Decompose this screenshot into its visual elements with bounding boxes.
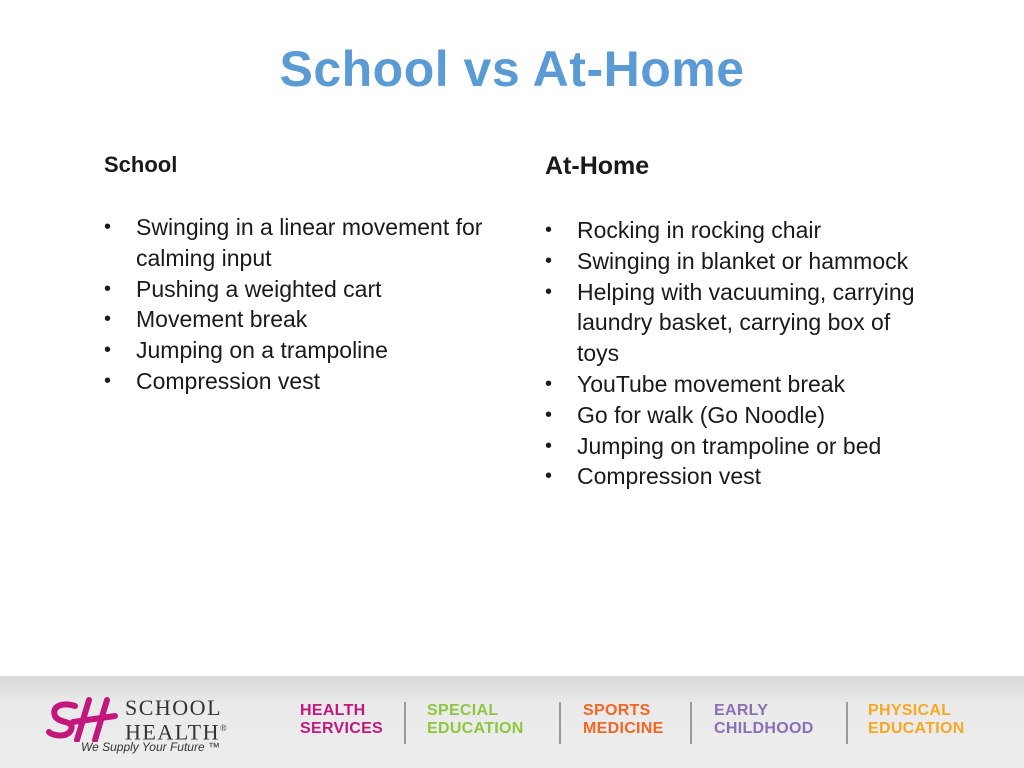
logo-line-2: HEALTH®: [125, 719, 227, 745]
registered-mark: ®: [219, 723, 227, 733]
school-health-logo[interactable]: [45, 694, 245, 760]
list-item: • YouTube movement break: [545, 369, 925, 400]
logo-wordmark: [125, 695, 227, 745]
school-column: [104, 152, 484, 397]
divider: [404, 702, 406, 744]
division-health-services[interactable]: HEALTH SERVICES: [300, 702, 384, 737]
list-item: • Pushing a weighted cart: [104, 274, 484, 305]
slide-title: School vs At-Home: [279, 41, 745, 97]
list-item: • Helping with vacuuming, carrying laundry basket, carrying box of toys: [545, 277, 925, 369]
divider: [846, 702, 848, 744]
list-item: • Jumping on trampoline or bed: [545, 431, 925, 462]
division-sports-medicine[interactable]: SPORTS MEDICINE: [583, 702, 664, 737]
division-special-education[interactable]: SPECIAL EDUCATION: [427, 702, 524, 737]
logo-line-1: SCHOOL: [125, 695, 223, 720]
divider: [690, 702, 692, 744]
list-item: • Jumping on a trampoline: [104, 335, 484, 366]
home-list: [545, 215, 925, 492]
list-item: • Rocking in rocking chair: [545, 215, 925, 246]
school-heading: School: [104, 152, 178, 177]
list-item: • Compression vest: [104, 366, 484, 397]
sh-monogram-icon: [45, 696, 125, 742]
list-item: • Go for walk (Go Noodle): [545, 400, 925, 431]
list-item: • Swinging in a linear movement for calming input: [104, 212, 484, 274]
logo-tagline: We Supply Your Future ™: [81, 740, 220, 754]
footer-banner: [0, 676, 1024, 768]
list-item: • Compression vest: [545, 461, 925, 492]
home-column: [545, 152, 925, 492]
list-item: • Movement break: [104, 304, 484, 335]
list-item: • Swinging in blanket or hammock: [545, 246, 925, 277]
division-physical-education[interactable]: PHYSICAL EDUCATION: [868, 702, 965, 737]
school-list: [104, 212, 484, 397]
divider: [559, 702, 561, 744]
home-heading: At-Home: [545, 152, 650, 180]
division-early-childhood[interactable]: EARLY CHILDHOOD: [714, 702, 814, 737]
